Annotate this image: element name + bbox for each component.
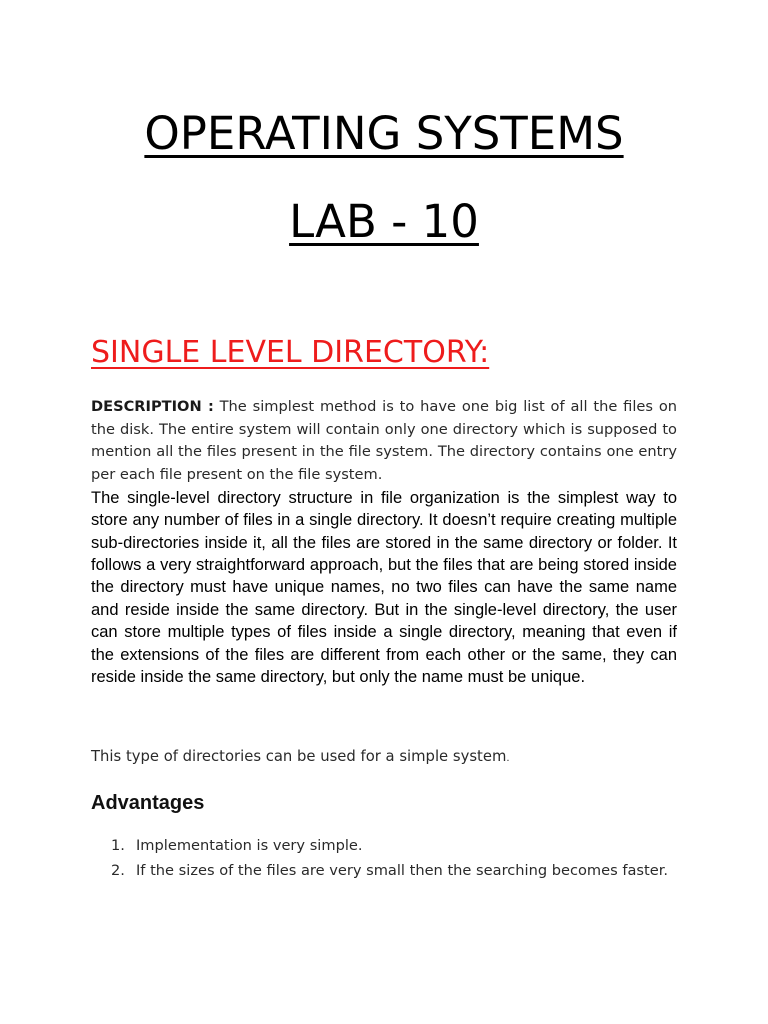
description-label: DESCRIPTION : xyxy=(91,398,214,415)
summary-paragraph xyxy=(91,746,677,770)
summary-text: This type of directories can be used for a simple system xyxy=(91,748,507,765)
advantage-item xyxy=(91,860,677,883)
description-text-part2: The single-level directory structure in file organization is the simplest way to store any number of files in a single directory. It doesn’t require creating multiple sub-directories inside it, all the files are stored in the same directory or folder. It follows a very straightforward approach, but the files that are being stored inside the directory must have unique names, no two files can have the same name and reside inside the same directory. But in the single-level directory, the user can store multiple types of files inside a single directory, meaning that even if the extensions of the files are different from each other or the same, they can reside inside the same directory, but only the name must be unique. xyxy=(91,488,677,687)
section-heading: SINGLE LEVEL DIRECTORY: xyxy=(91,335,490,370)
lab-number-title: LAB - 10 xyxy=(289,195,479,248)
advantages-list xyxy=(91,835,677,884)
advantage-number: 1. xyxy=(111,837,125,854)
description-block xyxy=(91,396,677,688)
description-text-part1: The simplest method is to have one big list of all the files on the disk. The entire system will contain only one directory which is supposed to mention all the files present in the file system. The directory contains one entry per each file present on the file system. xyxy=(91,398,677,484)
advantage-text: If the sizes of the files are very small then the searching becomes faster. xyxy=(136,861,669,879)
summary-period: . xyxy=(506,753,510,764)
advantages-heading: Advantages xyxy=(91,792,205,814)
document-title: OPERATING SYSTEMS xyxy=(144,107,624,160)
description-paragraph xyxy=(91,396,677,487)
advantage-item xyxy=(91,835,677,858)
advantage-text: Implementation is very simple. xyxy=(136,837,363,854)
advantage-number: 2. xyxy=(111,861,125,879)
